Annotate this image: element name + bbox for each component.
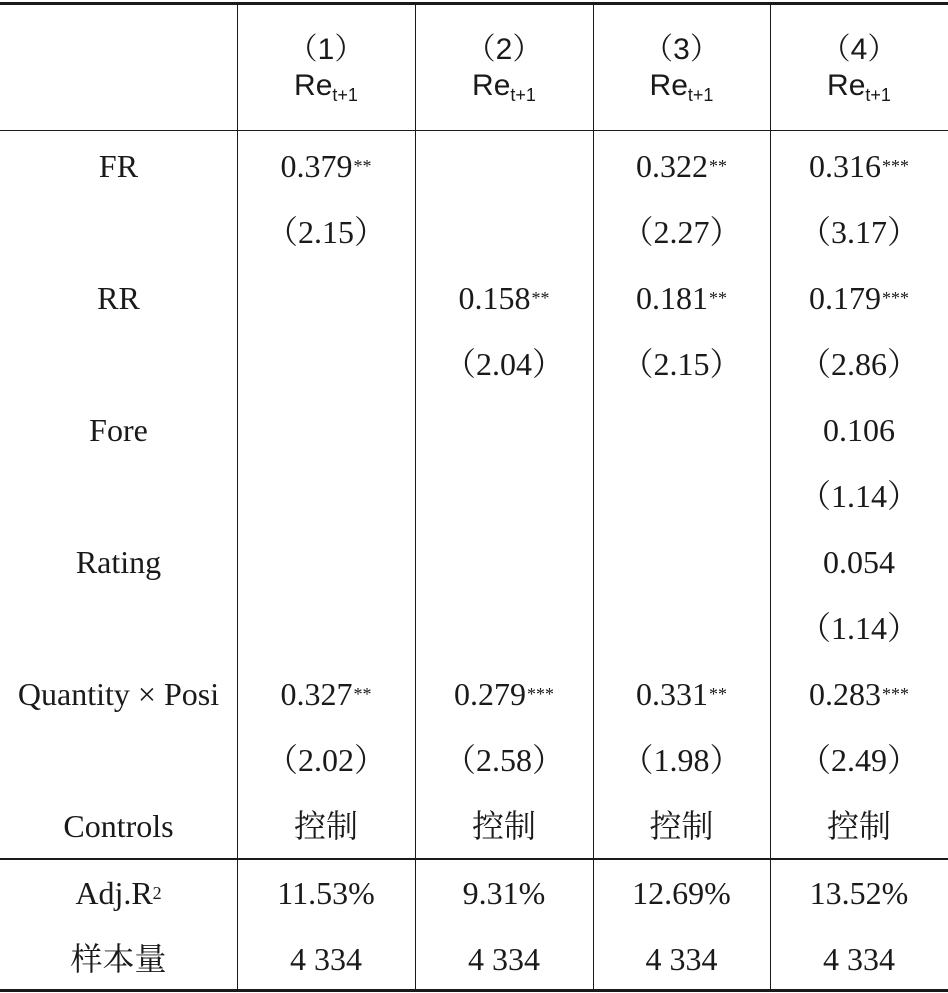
cell-value: 0.054 — [823, 544, 895, 580]
row-label: FR — [98, 148, 139, 184]
footer-cell: 4 334 — [645, 941, 718, 977]
significance-stars: *** — [882, 684, 909, 704]
table-cell — [770, 727, 948, 793]
significance-stars: ** — [531, 288, 550, 308]
cell-value: 控制 — [471, 807, 536, 845]
table-cell — [237, 661, 415, 727]
table-cell — [237, 199, 415, 265]
table-cell — [415, 793, 593, 859]
cell-value: 0.322 — [636, 148, 708, 184]
footer-label-superscript: 2 — [152, 883, 162, 903]
significance-stars: ** — [709, 156, 727, 176]
column-number: （1） — [287, 32, 365, 66]
cell-value: 0.327 — [280, 676, 353, 712]
cell-value: 0.331 — [636, 676, 708, 712]
table-cell — [415, 661, 593, 727]
column-number: （3） — [643, 32, 720, 66]
table-cell — [770, 529, 948, 595]
table-cell — [770, 595, 948, 661]
cell-value: （2.02） — [265, 742, 386, 778]
row-label: Quantity × Posi — [17, 676, 220, 712]
table-rule — [0, 130, 948, 131]
column-header — [237, 24, 415, 114]
footer-cell: 4 334 — [823, 941, 895, 977]
table-cell — [415, 331, 593, 397]
significance-stars: *** — [882, 288, 909, 308]
table-cell — [770, 133, 948, 199]
row-label: Fore — [89, 412, 148, 448]
cell-value: （2.27） — [621, 214, 742, 250]
column-variable — [827, 68, 891, 105]
variable-subscript: t+1 — [865, 84, 891, 105]
cell-value: 控制 — [293, 807, 358, 845]
significance-stars: ** — [353, 684, 372, 704]
cell-value: 控制 — [826, 807, 891, 845]
footer-label — [0, 860, 237, 926]
significance-stars: ** — [353, 156, 372, 176]
cell-value: 0.158 — [458, 280, 531, 316]
column-variable — [472, 68, 536, 105]
table-cell — [593, 199, 770, 265]
table-cell — [415, 265, 593, 331]
row-label: Rating — [75, 544, 162, 580]
table-cell — [593, 133, 770, 199]
table-cell — [770, 331, 948, 397]
cell-value: （1.14） — [798, 610, 919, 646]
table-cell — [593, 727, 770, 793]
cell-value: （3.17） — [798, 214, 919, 250]
cell-value: 0.279 — [454, 676, 526, 712]
row-label: RR — [97, 280, 140, 316]
variable-name: Re — [472, 68, 511, 102]
cell-value: 0.316 — [809, 148, 881, 184]
footer-label — [0, 926, 237, 992]
cell-value: （1.98） — [621, 742, 742, 778]
variable-subscript: t+1 — [332, 84, 358, 105]
cell-value: （2.58） — [443, 742, 564, 778]
footer-cell: 4 334 — [468, 941, 540, 977]
cell-value: 0.106 — [823, 412, 895, 448]
footer-label-text: 样本量 — [70, 940, 167, 978]
footer-cell: 4 334 — [290, 941, 362, 977]
cell-value: 0.283 — [809, 676, 881, 712]
footer-cell: 12.69% — [632, 875, 731, 911]
row-label: Controls — [63, 808, 174, 844]
table-cell — [237, 133, 415, 199]
table-cell — [237, 727, 415, 793]
cell-value: （2.49） — [798, 742, 919, 778]
column-header — [593, 24, 770, 114]
column-header — [415, 24, 593, 114]
table-cell — [770, 463, 948, 529]
cell-value: （2.15） — [265, 214, 386, 250]
column-number: （4） — [820, 32, 898, 66]
variable-subscript: t+1 — [687, 84, 714, 105]
table-rule — [0, 2, 948, 5]
cell-value: 控制 — [649, 807, 714, 845]
column-number: （2） — [465, 32, 543, 66]
table-cell — [415, 727, 593, 793]
cell-value: （1.14） — [798, 478, 919, 514]
footer-cell: 9.31% — [462, 875, 546, 911]
footer-cell: 13.52% — [809, 875, 909, 911]
column-header — [770, 24, 948, 114]
significance-stars: *** — [527, 684, 554, 704]
column-variable — [294, 68, 358, 105]
significance-stars: ** — [709, 288, 727, 308]
variable-name: Re — [649, 68, 688, 102]
significance-stars: *** — [882, 156, 909, 176]
footer-cell: 11.53% — [277, 875, 375, 911]
cell-value: 0.379 — [280, 148, 353, 184]
table-cell — [770, 793, 948, 859]
significance-stars: ** — [709, 684, 727, 704]
table-cell — [770, 397, 948, 463]
table-cell — [770, 199, 948, 265]
cell-value: （2.15） — [621, 346, 742, 382]
variable-name: Re — [294, 68, 333, 102]
variable-name: Re — [827, 68, 866, 102]
table-cell — [593, 265, 770, 331]
column-variable — [649, 68, 714, 105]
table-cell — [237, 793, 415, 859]
cell-value: （2.04） — [443, 346, 564, 382]
table-cell — [593, 793, 770, 859]
table-cell — [770, 661, 948, 727]
cell-value: 0.179 — [809, 280, 881, 316]
table-cell — [593, 661, 770, 727]
footer-label-text: Adj.R — [75, 875, 153, 911]
cell-value: 0.181 — [636, 280, 708, 316]
table-cell — [770, 265, 948, 331]
cell-value: （2.86） — [798, 346, 919, 382]
variable-subscript: t+1 — [510, 84, 536, 105]
table-cell — [593, 331, 770, 397]
